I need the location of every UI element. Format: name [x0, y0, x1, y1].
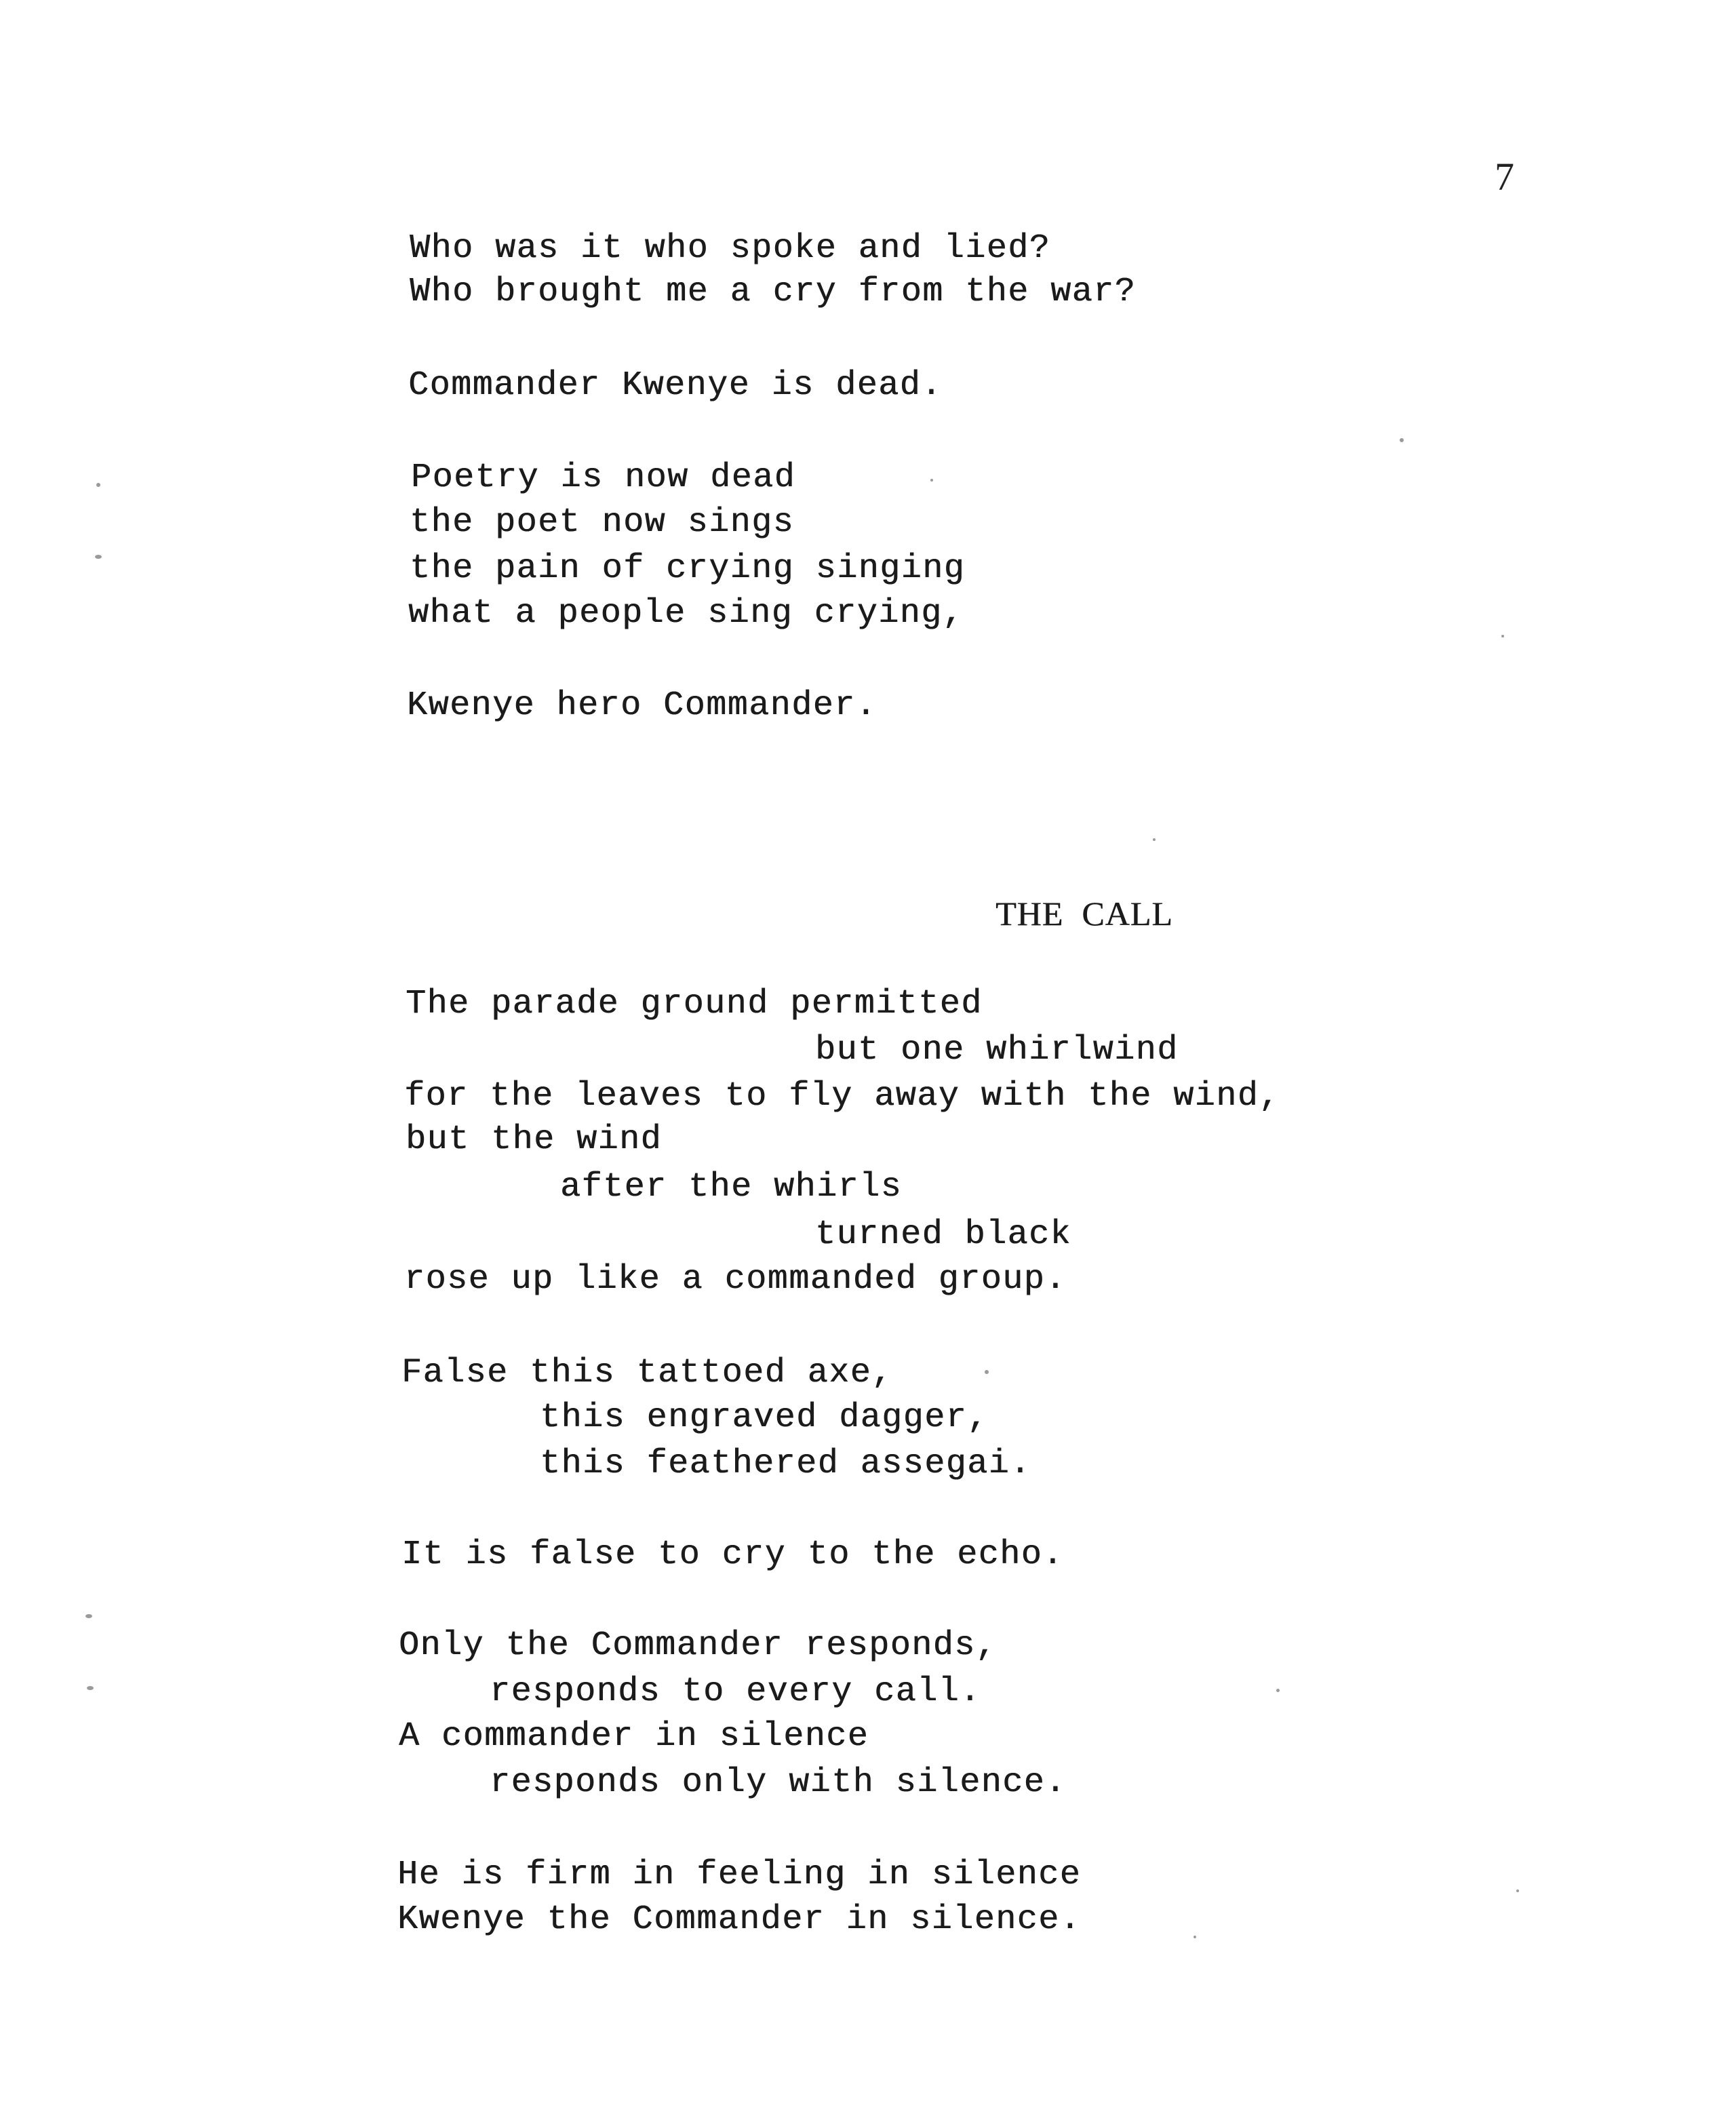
- poem-two-line: The parade ground permitted: [406, 985, 983, 1023]
- poem-two-line: this feathered assegai.: [540, 1445, 1031, 1483]
- poem-one-line: what a people sing crying,: [408, 594, 964, 633]
- scan-speck: [1516, 1889, 1519, 1892]
- poem-two-line: after the whirls: [560, 1168, 903, 1207]
- poem-one-line: Who brought me a cry from the war?: [410, 273, 1137, 311]
- poem-title: THE CALL: [995, 895, 1173, 933]
- poem-two-line: Kwenye the Commander in silence.: [397, 1900, 1082, 1939]
- poem-two-line: but one whirlwind: [815, 1031, 1179, 1070]
- poem-two-line: responds only with silence.: [490, 1763, 1067, 1802]
- poem-two-line: this engraved dagger,: [540, 1398, 989, 1437]
- scan-speck: [1501, 635, 1504, 638]
- scan-speck: [85, 1614, 92, 1618]
- poem-two-line: but the wind: [406, 1120, 663, 1159]
- scan-speck: [87, 1686, 94, 1690]
- scan-speck: [985, 1370, 989, 1374]
- poem-one-line: Poetry is now dead: [411, 458, 796, 497]
- poem-two-line: A commander in silence: [399, 1717, 869, 1756]
- poem-one-line: the poet now sings: [410, 503, 795, 542]
- poem-two-line: Only the Commander responds,: [399, 1626, 998, 1665]
- poem-one-line: Who was it who spoke and lied?: [410, 229, 1051, 268]
- poem-one-line: the pain of crying singing: [410, 549, 966, 588]
- scan-speck: [1153, 838, 1156, 841]
- poem-two-line: False this tattoed axe,: [401, 1354, 893, 1392]
- poem-two-line: He is firm in feeling in silence: [397, 1856, 1082, 1894]
- scan-speck: [96, 483, 100, 487]
- page-number: 7: [1495, 155, 1514, 199]
- scan-speck: [930, 479, 933, 482]
- poem-two-line: responds to every call.: [490, 1672, 981, 1711]
- poem-one-line: Kwenye hero Commander.: [407, 686, 877, 725]
- scan-speck: [95, 555, 102, 559]
- poem-two-line: rose up like a commanded group.: [404, 1260, 1067, 1299]
- poem-two-line: turned black: [815, 1215, 1072, 1254]
- scan-speck: [1400, 438, 1404, 442]
- poem-two-line: for the leaves to fly away with the wind,: [404, 1077, 1280, 1116]
- scan-speck: [1194, 1936, 1196, 1938]
- scan-speck: [1276, 1689, 1280, 1692]
- poem-one-line: Commander Kwenye is dead.: [408, 366, 943, 405]
- poem-two-line: It is false to cry to the echo.: [401, 1535, 1064, 1574]
